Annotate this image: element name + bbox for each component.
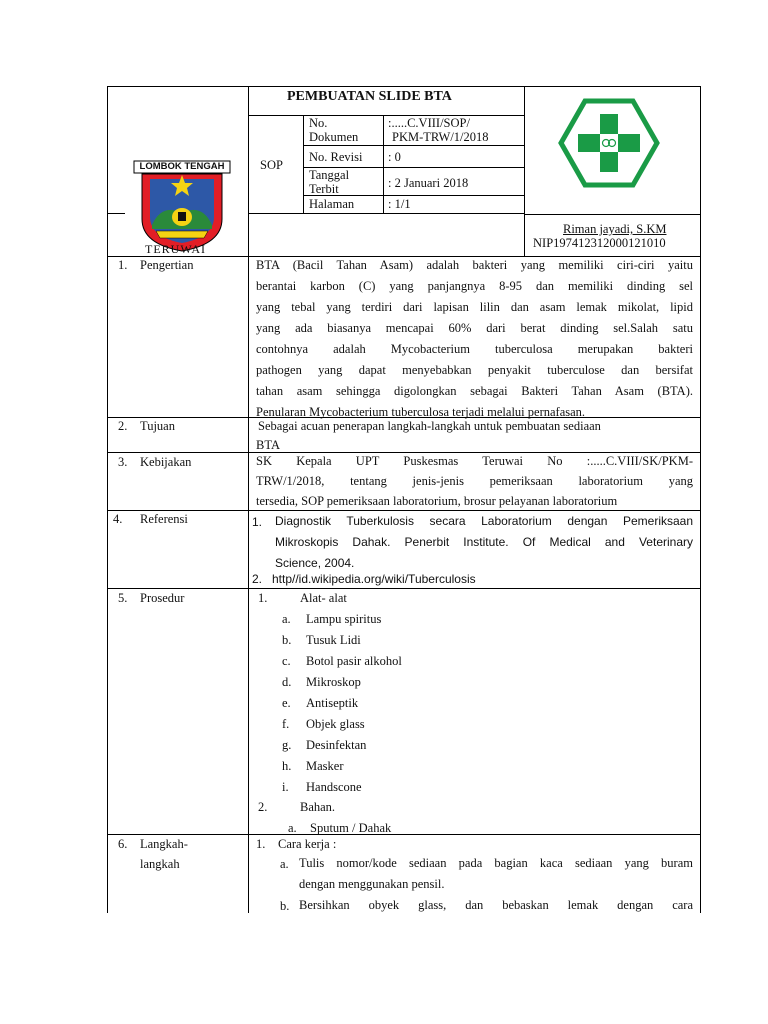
section-label-line: Langkah- [140, 837, 188, 851]
reference-link[interactable]: http//id.wikipedia.org/wiki/Tuberculosis [272, 572, 476, 586]
tujuan-line: Sebagai acuan penerapan langkah-langkah untuk pembuatan sediaan [258, 419, 601, 433]
text-line: Science, 2004. [275, 556, 355, 570]
list-text: Desinfektan [306, 738, 367, 752]
step-sub-text [299, 895, 693, 916]
text-line: Mikroskopis Dahak. Penerbit Institute. Of Medical and Veterinary [275, 535, 693, 549]
signatory-name: Riman jayadi, S.KM [563, 222, 667, 236]
list-text: Lampu spiritus [306, 612, 382, 626]
right-logo [558, 98, 660, 193]
list-letter: b. [282, 633, 292, 647]
text-line: Tulis nomor/kode sediaan pada bagian kaca sediaan yang buram [299, 856, 693, 870]
section-number: 4. [113, 512, 123, 526]
field-no-revisi-value: : 0 [388, 150, 401, 164]
step-title: Cara kerja : [278, 837, 337, 851]
procedure-group-number: 1. [258, 591, 268, 605]
text-line: yang ada biasanya mencapai 60% dari berat dinding sel.Salah satu [256, 321, 693, 335]
text-line: dengan menggunakan pensil. [299, 877, 445, 891]
section-label-line: langkah [140, 857, 180, 871]
field-no-revisi-label: No. Revisi [309, 150, 363, 164]
left-logo-text: LOMBOK TENGAH [139, 161, 225, 172]
reference-number: 1. [252, 515, 263, 529]
field-value-line: PKM-TRW/1/2018 [392, 130, 489, 144]
text-line: tersedia, SOP pemeriksaan laboratorium, brosur pelayanan laboratorium [256, 494, 618, 508]
field-label-line: Dokumen [309, 130, 359, 144]
list-text: Handscone [306, 780, 362, 794]
list-letter: g. [282, 738, 292, 752]
section-number: 3. [118, 455, 128, 469]
list-text: Antiseptik [306, 696, 359, 710]
list-letter: a. [282, 612, 291, 626]
tujuan-line: BTA [256, 438, 280, 452]
list-letter: i. [282, 780, 289, 794]
list-letter: e. [282, 696, 291, 710]
reference-number: 2. [252, 572, 263, 586]
step-sub-text [299, 853, 693, 895]
section-label: Kebijakan [140, 455, 192, 469]
list-letter: h. [282, 759, 292, 773]
pengertian-text [256, 255, 693, 423]
list-text: Mikroskop [306, 675, 361, 689]
signatory-nip: NIP197412312000121010 [533, 236, 666, 250]
list-letter: c. [282, 654, 291, 668]
field-tanggal-terbit-value: : 2 Januari 2018 [388, 176, 469, 190]
step-number: 1. [256, 837, 266, 851]
field-label-line: Terbit [309, 182, 339, 196]
section-label: Tujuan [140, 419, 175, 433]
text-line: berantai karbon (C) yang panjangnya 8-95 dan memiliki dinding sel [256, 279, 693, 293]
text-line: yang tebal yang terdiri dari lapisan lilin dan asam lemak mikolat, lipid [256, 300, 693, 314]
list-text: Tusuk Lidi [306, 633, 361, 647]
puskesmas-logo-icon [558, 98, 660, 188]
section-number: 2. [118, 419, 128, 433]
section-number: 1. [118, 258, 128, 272]
procedure-group-title: Bahan. [300, 800, 336, 814]
text-line: contohnya adalah Mycobacterium tuberculosa merupakan bakteri [256, 342, 693, 356]
text-line: Diagnostik Tuberkulosis secara Laboratorium dengan Pemeriksaan [275, 514, 693, 528]
list-letter: a. [288, 821, 297, 835]
text-line: SK Kepala UPT Puskesmas Teruwai No :.....C.VIII/SK/PKM- [256, 454, 693, 468]
sop-label: SOP [260, 158, 283, 172]
text-line: BTA (Bacil Tahan Asam) adalah bakteri yang memiliki ciri-ciri yaitu [256, 258, 693, 272]
procedure-group-number: 2. [258, 800, 268, 814]
section-label: Referensi [140, 512, 188, 526]
list-letter: a. [280, 857, 289, 871]
reference-text [275, 511, 693, 574]
field-halaman-value: : 1/1 [388, 197, 411, 211]
list-text: Masker [306, 759, 344, 773]
field-value-line: :.....C.VIII/SOP/ [388, 116, 470, 130]
list-letter: f. [282, 717, 290, 731]
section-label: Prosedur [140, 591, 185, 605]
text-line: TRW/1/2018, tentang jenis-jenis pemeriksaan laboratorium yang [256, 474, 693, 488]
section-label: Pengertian [140, 258, 194, 272]
procedure-group-title: Alat- alat [300, 591, 347, 605]
field-halaman-label: Halaman [309, 197, 355, 211]
document-title: PEMBUATAN SLIDE BTA [287, 89, 452, 104]
kebijakan-text [256, 451, 693, 511]
section-number: 5. [118, 591, 128, 605]
field-label-line: Tanggal [309, 168, 350, 182]
list-letter: b. [280, 899, 290, 913]
field-label-line: No. [309, 116, 328, 130]
text-line: tahan asam sehingga digolongkan sebagai Bakteri Tahan Asam (BTA). [256, 384, 693, 398]
left-logo-caption: TERUWAI [145, 242, 206, 256]
list-text: Objek glass [306, 717, 365, 731]
section-number: 6. [118, 837, 128, 851]
list-text: Sputum / Dahak [310, 821, 392, 835]
text-line: pathogen yang dapat menyebabkan penyakit tuberculose dan bersifat [256, 363, 693, 377]
text-line: Penularan Mycobacterium tuberculosa terjadi melalui pernafasan. [256, 405, 586, 419]
text-line: Bersihkan obyek glass, dan bebaskan lemak dengan cara [299, 898, 693, 912]
list-text: Botol pasir alkohol [306, 654, 402, 668]
list-letter: d. [282, 675, 292, 689]
